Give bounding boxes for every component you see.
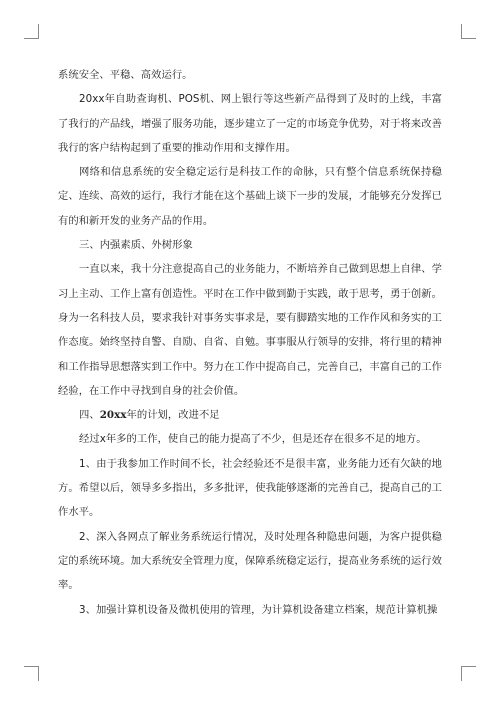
paragraph-1: 系统安全、平稳、高效运行。 <box>58 69 193 81</box>
heading-suffix: 年的计划，改进不足 <box>126 409 220 422</box>
list-item-2: 2、深入各网点了解业务系统运行情况，及时处理各种隐患问题，为客户提供稳定的系统环境。加大系统安全管理力度，保障系统稳定运行，提高业务系统的运行效率。 <box>58 530 442 592</box>
crop-mark-top-left <box>24 24 39 39</box>
crop-mark-top-right <box>461 24 476 39</box>
crop-mark-bottom-right <box>461 666 476 681</box>
paragraph-2: 20xx年自助查询机、POS机、网上银行等这些新产品得到了及时的上线，丰富了我行的产品线，增强了服务功能，逐步建立了一定的市场竞争优势，对于将来改善我行的客户结构起到了重要的推动作用和支撑作用。 <box>58 93 442 154</box>
paragraph-3: 网络和信息系统的安全稳定运行是科技工作的命脉，只有整个信息系统保持稳定、连续、高效的运行，我行才能在这个基础上谈下一步的发展，才能够充分发挥已有的和新开发的业务产品的作用。 <box>58 166 442 227</box>
paragraph-4: 一直以来，我十分注意提高自己的业务能力，不断培养自己做到思想上自律、学习上主动、工作上富有创造性。平时在工作中做到勤于实践，敢于思考，勇于创新。身为一名科技人员，要求我针对事务实事求是，要有脚踏实地的工作作风和务实的工作态度。始终坚持自警、自励、自省、自勉。事事服从行领导的安排，将行里的精神和工作指导思想落实到工作中。努力在工作中提高自己，完善自己，丰富自己的工作经验，在工作中寻找到自身的社会价值。 <box>58 263 442 397</box>
crop-mark-bottom-left <box>24 666 39 681</box>
heading-prefix: 四、 <box>79 409 100 422</box>
document-body <box>58 63 442 622</box>
paragraph-5: 经过x年多的工作，使自己的能力提高了不少，但是还存在很多不足的地方。 <box>79 433 427 446</box>
section-heading-4 <box>58 403 442 427</box>
list-item-1: 1、由于我参加工作时间不长，社会经验还不是很丰富，业务能力还有欠缺的地方。希望以后，领导多多指出，多多批评，使我能够逐渐的完善自己，提高自己的工作水平。 <box>58 457 442 519</box>
list-item-3: 3、加强计算机设备及微机使用的管理，为计算机设备建立档案，规范计算机操 <box>79 603 438 616</box>
section-heading-3: 三、内强素质、外树形象 <box>79 239 193 252</box>
heading-year: 20xx <box>99 409 127 422</box>
